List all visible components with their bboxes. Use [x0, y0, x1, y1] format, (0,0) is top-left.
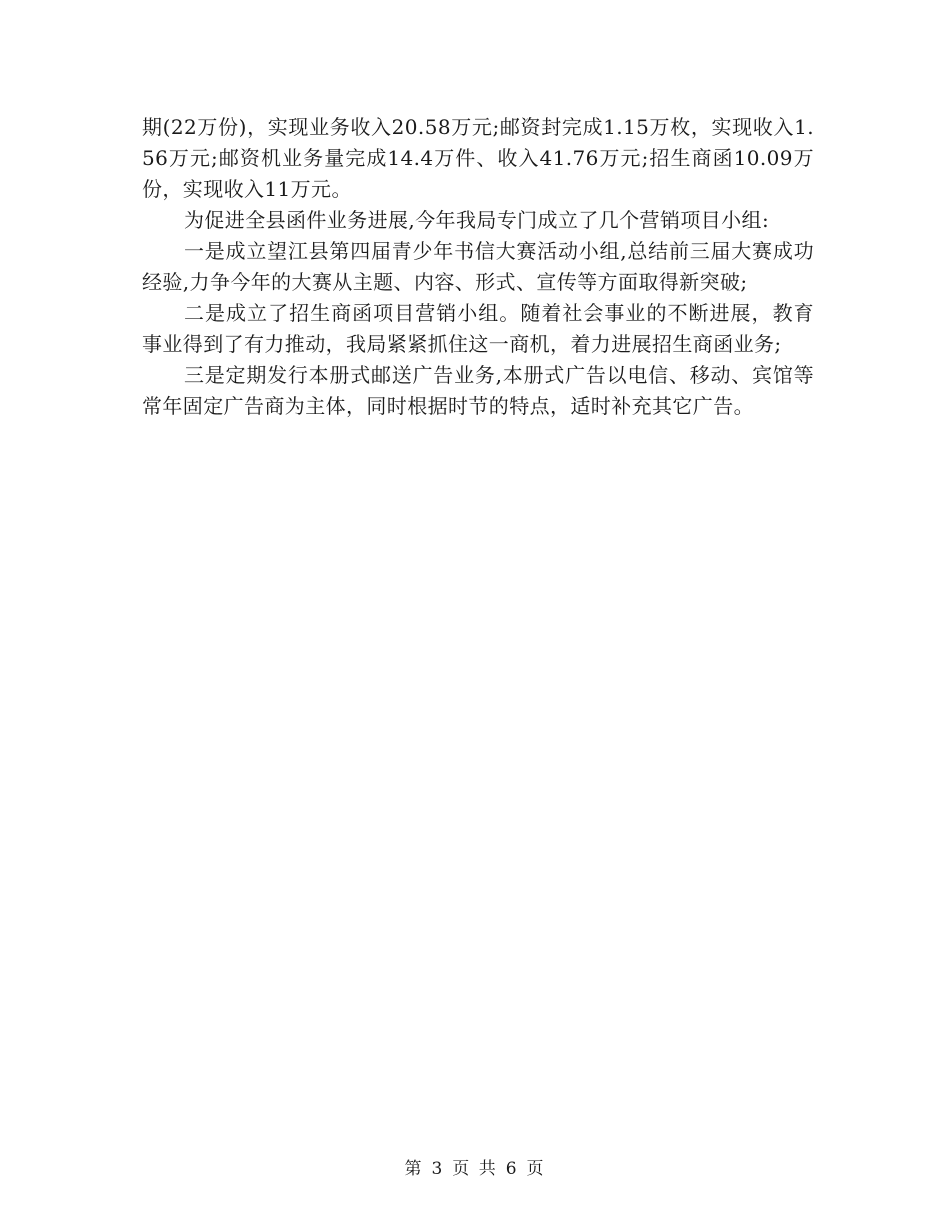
footer-suffix: 页 [526, 1159, 546, 1179]
document-body [142, 112, 814, 422]
paragraph-5: 三是定期发行本册式邮送广告业务,本册式广告以电信、移动、宾馆等常年固定广告商为主体，同时根据时节的特点，适时补充其它广告。 [142, 363, 814, 418]
paragraph-1: 期(22万份)，实现业务收入20.58万元;邮资封完成1.15万枚，实现收入1.56万元;邮资机业务量完成14.4万件、收入41.76万元;招生商函10.09万份，实现收入11万元。 [142, 115, 814, 201]
paragraph-3: 一是成立望江县第四届青少年书信大赛活动小组,总结前三届大赛成功经验,力争今年的大赛从主题、内容、形式、宣传等方面取得新突破; [142, 239, 814, 294]
paragraph-2: 为促进全县函件业务进展,今年我局专门成立了几个营销项目小组: [184, 208, 770, 232]
footer-total-pages: 6 [505, 1159, 519, 1179]
footer-prefix: 第 [404, 1159, 424, 1179]
footer-middle: 页 共 [452, 1159, 498, 1179]
footer-current-page: 3 [431, 1159, 445, 1179]
paragraph-4: 二是成立了招生商函项目营销小组。随着社会事业的不断进展，教育事业得到了有力推动，我局紧紧抓住这一商机，着力进展招生商函业务; [142, 301, 814, 356]
page-footer [0, 1154, 950, 1179]
